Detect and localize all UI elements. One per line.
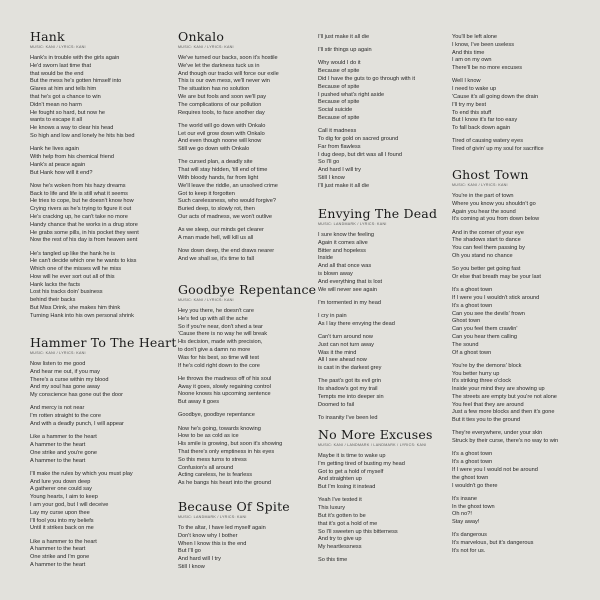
lyrics-lines xyxy=(178,525,290,572)
lyric-line: But I'm losing it instead xyxy=(318,484,376,491)
song-hank xyxy=(30,30,139,321)
lyric-line: the ghost town xyxy=(452,474,489,481)
lyric-line: Can't turn around now xyxy=(318,333,373,340)
lyric-line: With bloody hands, far from light xyxy=(178,174,259,181)
song-title: Because Of Spite xyxy=(178,499,290,514)
lyric-line: We've let the darkness tuck us in xyxy=(178,62,260,69)
lyric-line: wants to escape it all xyxy=(30,117,82,124)
lyric-line: Inside xyxy=(318,255,333,262)
lyric-line: Requires tools, to face another day xyxy=(178,109,265,116)
lyric-line: Still we go down with Onkalo xyxy=(178,146,250,153)
lyric-line: Hank lacks the facts xyxy=(30,281,81,288)
lyric-line: Maybe it is time to wake up xyxy=(318,453,386,459)
lyric-line: Tired of causing watery eyes xyxy=(452,138,523,145)
lyrics-lines xyxy=(178,55,279,264)
lyric-line: Buried deep, to slowly rot, then xyxy=(178,206,255,213)
lyric-line: But away it goes xyxy=(178,399,220,406)
lyric-line: 'Cause there is no way he will break xyxy=(178,331,268,338)
lyric-line: He's tangled up like the hank he is xyxy=(30,250,116,257)
lyric-line: You're by the demons' block xyxy=(452,362,522,369)
lyric-line: Ghost town xyxy=(452,318,481,325)
lyric-line: Such carelessness, who would forgive? xyxy=(178,198,276,205)
lyric-line: It's dangerous xyxy=(452,532,487,539)
lyric-line: Was for his best, so time will test xyxy=(178,354,259,361)
lyric-line: He fought so hard, but now he xyxy=(30,109,105,116)
lyric-line: Didn't mean no harm xyxy=(30,101,82,108)
lyric-line: Just a few more blocks and then it's gone xyxy=(452,409,555,416)
lyric-line: Still I know xyxy=(178,563,205,570)
lyrics-lines xyxy=(452,34,544,154)
lyric-line: That will stay hidden, 'till end of time xyxy=(178,167,268,174)
lyric-line: Turning Hank into his own personal shrink xyxy=(30,312,134,319)
lyric-line: Did I have the guts to go through with it xyxy=(318,75,416,82)
lyric-line: A hammer to the heart xyxy=(30,441,86,448)
lyric-line: I'll just make it all die xyxy=(318,182,370,189)
song-title: Hammer To The Heart xyxy=(30,335,177,350)
lyric-line: I dug deep, but dirt was all I found xyxy=(318,151,402,158)
lyric-line: He's cracking up, he can't take no more xyxy=(30,213,128,220)
lyric-line: Tired of givin' up my soul for sacrifice xyxy=(452,146,544,153)
lyric-line: I am your god, but I will deceive xyxy=(30,501,109,508)
lyrics-lines xyxy=(30,361,177,570)
song-credit: MUSIC: KANI / LANDMARK / LANDMARK / LYRICS: KANI xyxy=(318,443,427,447)
lyric-line: So this mess turns to stress xyxy=(178,456,247,463)
lyric-line: Just can not turn away xyxy=(318,341,374,348)
song-ghost-town xyxy=(452,168,558,556)
lyric-line: It's a ghost town xyxy=(452,302,493,309)
lyric-line: Goodbye, goodbye repentance xyxy=(178,412,255,419)
lyric-line: I'll stir things up again xyxy=(318,47,372,54)
lyric-line: Which one of the misses will he miss xyxy=(30,266,122,273)
lyric-line: Its shadow's got my trail xyxy=(318,386,378,393)
song-no-more-excuses-continued xyxy=(452,34,544,154)
lyric-line: I wouldn't go there xyxy=(452,482,498,489)
lyric-line: It's a ghost town xyxy=(452,287,493,294)
lyric-line: Glares at him and tells him xyxy=(30,86,97,93)
song-credit: MUSIC: KANI / LYRICS: KANI xyxy=(452,183,508,187)
lyric-line: He tries to cope, but he doesn't know how xyxy=(30,198,134,205)
lyric-line: He throws the madness off of his soul xyxy=(178,375,272,382)
lyric-line: That there's only emptiness in his eyes xyxy=(178,448,275,455)
lyric-line: Or else that breath may be your last xyxy=(452,273,541,280)
song-because-of-spite-continued xyxy=(318,34,415,191)
lyric-line: Again you hear the sound xyxy=(452,208,516,215)
lyric-line: Now down deep, the end draws nearer xyxy=(178,248,275,255)
lyric-line: So I'll sweeten up this bitterness xyxy=(318,528,398,535)
lyric-line: And in the corner of your eye xyxy=(452,229,524,236)
lyrics-lines xyxy=(318,232,437,423)
lyric-line: I'll make the rules by which you must play xyxy=(30,470,133,477)
lyric-line: But Hank how will it end? xyxy=(30,169,93,176)
lyric-line: You better hurry up xyxy=(452,370,500,377)
lyric-line: Got to keep it forgotten xyxy=(178,190,235,197)
song-title: Hank xyxy=(30,29,65,44)
lyric-line: A hammer to the heart xyxy=(30,546,86,553)
lyric-line: is blown away xyxy=(318,270,353,277)
song-credit: MUSIC: LANDMARK / LYRICS: KANI xyxy=(178,515,247,519)
lyric-line: They're everywhere, under your skin xyxy=(452,430,543,437)
lyric-line: He knows a way to clear his head xyxy=(30,125,114,132)
lyric-line: And try to give up xyxy=(318,536,362,543)
lyric-line: behind their backs xyxy=(30,297,76,304)
lyric-line: If I were you I would not be around xyxy=(452,467,538,474)
lyric-line: And hear me out, if you may xyxy=(30,368,100,375)
lyric-line: As we sleep, our minds get clearer xyxy=(178,227,264,234)
lyric-line: Hank he lives again xyxy=(30,146,79,153)
song-hammer-to-the-heart xyxy=(30,336,177,570)
song-envying-the-dead xyxy=(318,207,437,423)
song-credit: MUSIC: LANDMARK / LYRICS: KANI xyxy=(318,222,387,226)
lyric-line: There's a curse within my blood xyxy=(30,376,109,383)
lyric-line: He'd sworn last time that xyxy=(30,62,92,69)
lyric-line: I'm getting tired of busting my head xyxy=(318,460,405,467)
lyric-line: I'm tormented in my head xyxy=(318,299,381,306)
lyrics-lines xyxy=(318,453,433,565)
lyric-line: Handy chance that he works in a drug store xyxy=(30,221,138,228)
lyric-line: I'm rotten straight to the core xyxy=(30,413,102,420)
lyric-line: Lay my curse upon thee xyxy=(30,509,90,516)
lyric-line: I pushed what's right aside xyxy=(318,91,385,98)
lyric-line: Can you hear them calling xyxy=(452,333,517,340)
lyric-line: We've turned our backs, soon it's hostile xyxy=(178,55,278,61)
lyric-line: As he bangs his heart into the ground xyxy=(178,480,271,487)
lyric-line: And mercy is not near xyxy=(30,405,85,412)
lyric-line: All I see ahead now xyxy=(318,357,367,364)
lyric-line: Hank's at peace again xyxy=(30,161,86,168)
lyric-line: The shadows start to dance xyxy=(452,237,521,244)
lyric-line: Don't know why I bother xyxy=(178,532,238,539)
lyric-line: His smile is growing, but soon it's showing xyxy=(178,441,283,448)
lyric-line: This luxury xyxy=(318,505,346,512)
lyric-line: Away it goes, slowly regaining control xyxy=(178,383,271,390)
lyric-line: Can you feel them crawlin' xyxy=(452,326,518,333)
lyric-line: You'll be left alone xyxy=(452,34,498,40)
lyric-line: Yeah I've tested it xyxy=(318,497,362,504)
lyric-line: Confusion's all around xyxy=(178,464,234,471)
lyric-line: So I'll go xyxy=(318,159,340,166)
lyric-line: But it's gotten to be xyxy=(318,512,366,519)
lyric-line: Noone knows his upcoming sentence xyxy=(178,391,271,398)
lyric-line: It's a ghost town xyxy=(452,451,493,458)
lyric-line: The world will go down with Onkalo xyxy=(178,122,266,129)
lyric-line: There'll be no more excuses xyxy=(452,65,523,72)
lyric-line: Now he's woken from his hazy dreams xyxy=(30,182,126,189)
lyric-line: 'Cause it's all going down the drain xyxy=(452,93,539,100)
lyric-line: A hammer to the heart xyxy=(30,561,86,568)
lyric-line: It's insane xyxy=(452,495,478,502)
lyric-line: If I were you I wouldn't stick around xyxy=(452,294,540,301)
lyric-line: He's fed up with all the ache xyxy=(178,315,248,322)
song-title: Onkalo xyxy=(178,29,225,44)
lyric-line: Got to get a hold of myself xyxy=(318,468,384,475)
lyric-line: I know, I've been useless xyxy=(452,41,515,48)
lyric-line: And though our tracks will force our exile xyxy=(178,70,279,77)
lyric-line: Call it madness xyxy=(318,128,357,135)
lyric-line: I'll just make it all die xyxy=(318,34,370,40)
lyric-line: And lure you down deep xyxy=(30,478,91,485)
lyric-line: Bitter and hopeless xyxy=(318,247,366,254)
lyric-line: Inside your mind they are showing up xyxy=(452,386,545,393)
lyric-line: that would be the end xyxy=(30,70,84,77)
lyrics-lines xyxy=(30,55,139,321)
lyric-line: And my soul has gone away xyxy=(30,384,100,391)
lyric-line: To dig for gold on sacred ground xyxy=(318,135,399,142)
lyric-line: My conscience has gone out the door xyxy=(30,392,123,399)
lyric-line: Where you know you shouldn't go xyxy=(452,200,536,207)
lyric-line: It's striking three o'clock xyxy=(452,378,512,385)
lyric-line: We will never see again xyxy=(318,286,377,293)
lyric-line: To end this stuff xyxy=(452,109,492,116)
lyric-line: that it's got a hold of me xyxy=(318,520,378,527)
lyric-line: Can you see the devils' frown xyxy=(452,310,525,317)
lyric-line: to don't give a damn no more xyxy=(178,346,251,353)
lyric-line: When I know this is the end xyxy=(178,540,247,547)
lyric-line: And all that once was xyxy=(318,263,372,270)
song-no-more-excuses xyxy=(318,428,433,565)
lyric-line: And even though noone will know xyxy=(178,138,262,145)
lyric-line: His decision, made with precision, xyxy=(178,339,263,346)
lyric-line: Crying rivers as he's trying to figure it out xyxy=(30,206,132,213)
lyric-line: I need to wake up xyxy=(452,86,497,93)
lyric-line: Until it strikes back on me xyxy=(30,525,94,532)
lyric-line: Oh no?! xyxy=(452,511,472,518)
lyric-line: The past's got its evil grin xyxy=(318,378,381,385)
lyric-line: The cursed plan, a deadly site xyxy=(178,159,253,166)
lyric-line: You feel that they are around xyxy=(452,401,524,408)
lyric-line: But I'll go xyxy=(178,548,201,555)
lyric-line: You can feel them passing by xyxy=(452,245,525,252)
lyric-line: Stay away! xyxy=(452,519,480,526)
lyric-line: But Miss Drink, she makes him think xyxy=(30,305,121,312)
lyric-line: Like a hammer to the heart xyxy=(30,434,97,441)
lyric-line: And this time xyxy=(452,49,485,56)
lyric-line: Like a hammer to the heart xyxy=(30,538,97,545)
lyric-line: If he's cold right down to the core xyxy=(178,362,260,369)
lyric-line: Was it the mind xyxy=(318,349,357,356)
lyric-line: Still I know xyxy=(318,174,345,181)
lyric-line: Now the rest of his day is from heaven sent xyxy=(30,237,138,244)
lyrics-lines xyxy=(452,193,558,556)
lyric-line: It's not for us. xyxy=(452,548,486,554)
lyric-line: Let our evil grow down with Onkalo xyxy=(178,130,265,137)
lyric-line: Struck by their curse, there's no way to win xyxy=(452,438,559,445)
song-credit: MUSIC: KANI / LYRICS: KANI xyxy=(178,45,234,49)
lyric-line: And with a deadly punch, I will appear xyxy=(30,420,124,427)
song-because-of-spite xyxy=(178,500,290,572)
lyric-line: A gatherer one could say xyxy=(30,486,92,493)
lyric-line: My heartlessness xyxy=(318,544,362,551)
lyric-line: Because of spite xyxy=(318,114,360,121)
lyric-line: Back to life and life is still what it seems xyxy=(30,190,128,197)
lyrics-lines xyxy=(318,34,415,191)
song-title: Goodbye Repentance xyxy=(178,282,317,297)
lyric-line: Well I know xyxy=(452,78,481,85)
song-title: Envying The Dead xyxy=(318,206,438,221)
lyric-line: How will he ever sort out all of this xyxy=(30,273,115,280)
lyric-line: Our acts of madness, we won't outlive xyxy=(178,213,273,220)
lyric-line: So if you're near, don't shed a tear xyxy=(178,323,263,330)
lyric-line: I'll try my best xyxy=(452,101,487,108)
lyric-line: And we shall se, it's time to fall xyxy=(178,255,254,262)
song-credit: MUSIC: KANI / LYRICS: KANI xyxy=(30,45,86,49)
lyric-line: Because of spite xyxy=(318,68,360,75)
lyric-line: But the mess he's gotten himself into xyxy=(30,78,122,85)
lyric-line: Because of spite xyxy=(318,99,360,106)
lyric-line: In the ghost town xyxy=(452,503,495,510)
song-credit: MUSIC: KANI / LYRICS: KANI xyxy=(30,351,86,355)
lyric-line: And everything that is lost xyxy=(318,278,383,285)
lyric-line: is cast in the darkest grey xyxy=(318,365,382,372)
song-title: No More Excuses xyxy=(318,427,433,442)
lyric-line: To fall back down again xyxy=(452,125,511,132)
lyric-line: As I lay there envying the dead xyxy=(318,320,395,327)
lyric-line: This is our own mess, we'll never win xyxy=(178,78,270,85)
lyric-line: It's coming at you from down below xyxy=(452,216,540,223)
lyric-line: Young hearts, I aim to keep xyxy=(30,494,98,501)
lyric-line: To the altar, I have led myself again xyxy=(178,525,266,531)
lyric-line: Tempts me into deeper sin xyxy=(318,393,384,400)
lyric-line: The situation has no solution xyxy=(178,86,250,93)
lyric-line: Acting careless, he is fearless xyxy=(178,472,252,479)
lyric-line: Far from flawless xyxy=(318,143,361,150)
lyric-line: I am on my own xyxy=(452,57,492,64)
lyric-line: You're in the part of town xyxy=(452,193,514,199)
lyric-line: We are but fools and soon we'll pay xyxy=(178,93,267,100)
lyric-line: Social suicide xyxy=(318,107,353,114)
lyric-line: He can't decide which one he wants to kiss xyxy=(30,258,137,265)
lyric-line: And hard I will try xyxy=(318,167,361,174)
song-goodbye-repentance xyxy=(178,283,316,488)
lyric-line: that he's got a chance to win xyxy=(30,93,101,100)
lyrics-lines xyxy=(178,308,316,488)
lyric-line: I'll fool you into my beliefs xyxy=(30,517,94,524)
lyric-line: Hank's in trouble with the girls again xyxy=(30,55,120,61)
lyric-line: The streets are empty but you're not alone xyxy=(452,393,557,400)
song-onkalo xyxy=(178,30,279,264)
lyric-line: I sure know the feeling xyxy=(318,232,374,238)
lyric-line: So you better get going fast xyxy=(452,266,521,273)
lyric-line: One strike and you're gone xyxy=(30,449,97,456)
lyric-line: Because of spite xyxy=(318,83,360,90)
lyric-line: It's a ghost town xyxy=(452,459,493,466)
song-credit: MUSIC: KANI / LYRICS: KANI xyxy=(178,298,234,302)
lyric-line: With help from his chemical friend xyxy=(30,153,114,160)
lyric-line: So high and low and lonely he hits his bed xyxy=(30,132,135,139)
lyric-line: He grabs some pills, in his pocket they went xyxy=(30,229,139,236)
lyric-line: How to be as cold as ice xyxy=(178,433,239,440)
lyric-line: A man made hell, will kill us all xyxy=(178,234,254,241)
lyric-line: Now he's going, towards knowing xyxy=(178,425,261,432)
lyric-line: The sound xyxy=(452,341,479,348)
lyric-line: But it ties you to the ground xyxy=(452,417,521,424)
lyric-line: A hammer to the heart xyxy=(30,457,86,464)
lyric-line: And straighten up xyxy=(318,476,362,483)
lyric-line: Why would I do it xyxy=(318,60,361,67)
lyric-line: Again it comes alive xyxy=(318,239,368,246)
lyric-line: It's marvelous, but it's dangerous xyxy=(452,540,534,547)
lyric-line: I cry in pain xyxy=(318,312,347,319)
lyric-line: The complications of our pollution xyxy=(178,101,262,108)
lyric-line: Hey you there, he doesn't care xyxy=(178,308,255,314)
lyric-line: Doomed to fail xyxy=(318,401,355,408)
lyric-line: One strike and I'm gone xyxy=(30,554,90,561)
lyric-line: Lost his tracks doin' business xyxy=(30,289,103,296)
lyric-line: To insanity I've been led xyxy=(318,414,378,421)
lyric-line: And hard will I try xyxy=(178,556,221,563)
lyric-line: We'll leave the riddle, an unsolved crime xyxy=(178,182,278,189)
lyric-line: Now listen to me good xyxy=(30,361,86,367)
lyric-line: But I know it's far too easy xyxy=(452,117,518,124)
song-title: Ghost Town xyxy=(452,167,529,182)
lyric-line: Of a ghost town xyxy=(452,349,492,356)
lyric-line: Oh you stand no chance xyxy=(452,252,513,259)
lyric-line: So this time xyxy=(318,557,348,564)
